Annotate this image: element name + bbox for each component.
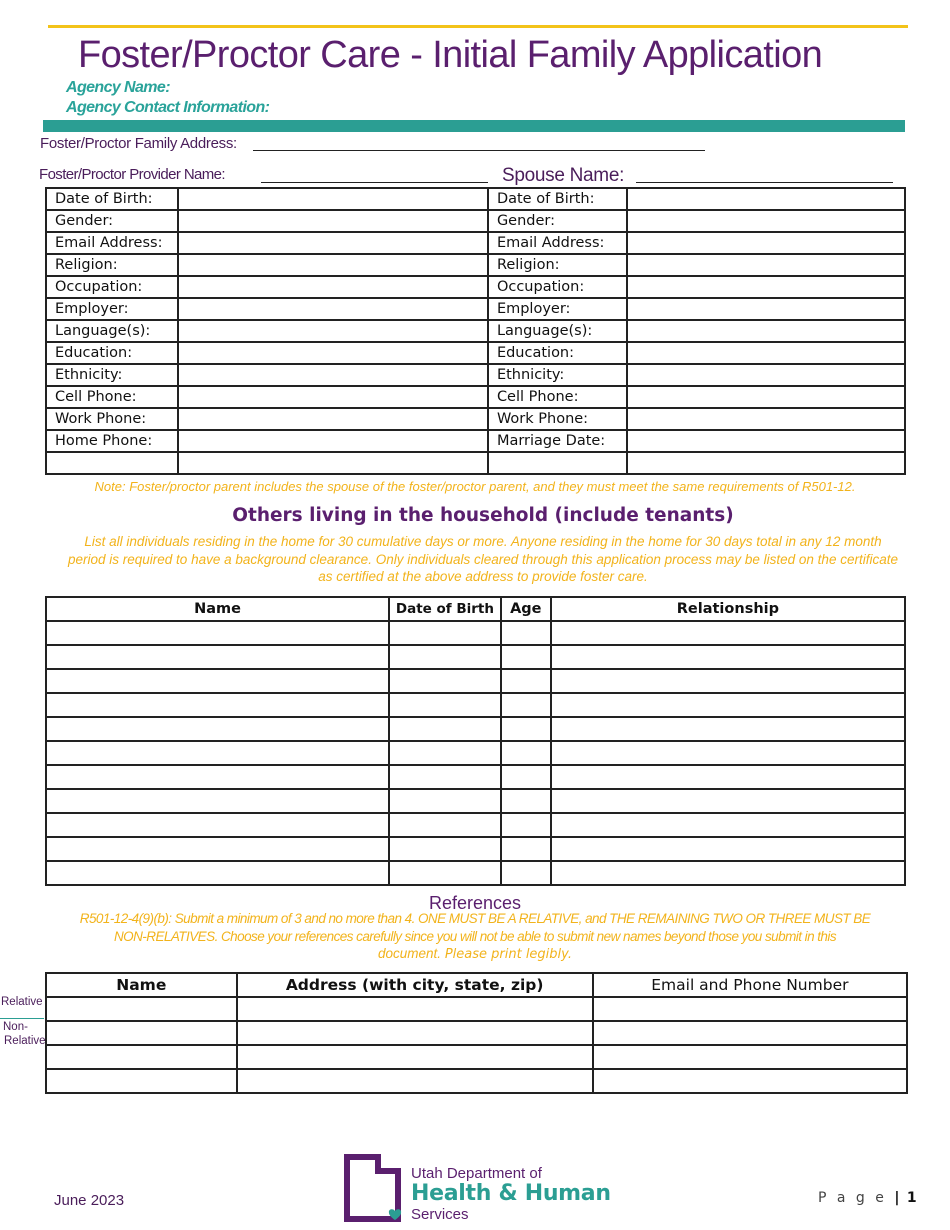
agency-contact-label: Agency Contact Information: xyxy=(66,99,270,116)
household-relationship-cell[interactable] xyxy=(551,837,905,861)
spouse-field-input[interactable] xyxy=(627,342,905,364)
spouse-field-label: Cell Phone: xyxy=(488,386,627,408)
household-dob-cell[interactable] xyxy=(389,669,501,693)
col-age: Age xyxy=(501,597,551,621)
household-age-cell[interactable] xyxy=(501,669,551,693)
spouse-field-input[interactable] xyxy=(627,298,905,320)
references-instructions-1: R501-12-4(9)(b): Submit a minimum of 3 and no more than 4. ONE MUST BE A RELATIVE, and THE REMAINING TWO OR THREE MUST BE xyxy=(79,911,871,926)
household-row xyxy=(46,813,905,837)
provider-field-label: Language(s): xyxy=(46,320,178,342)
provider-field-input[interactable] xyxy=(178,386,488,408)
provider-field-label: Ethnicity: xyxy=(46,364,178,386)
page-title: Foster/Proctor Care - Initial Family Application xyxy=(78,34,823,76)
provider-field-input[interactable] xyxy=(178,364,488,386)
household-instructions-1: List all individuals residing in the home for 30 cumulative days or more. Anyone residing in the home for 30 days total in any 12 month xyxy=(84,534,882,549)
provider-field-label: Gender: xyxy=(46,210,178,232)
reference-address-cell[interactable] xyxy=(237,1045,593,1069)
applicant-info-row xyxy=(46,188,905,210)
applicant-info-row xyxy=(46,452,905,474)
requirements-note: Note: Foster/proctor parent includes the spouse of the foster/proctor parent, and they must meet the same requirements of R501-12. xyxy=(94,479,856,494)
provider-field-input[interactable] xyxy=(178,210,488,232)
page-number: 1 xyxy=(906,1190,917,1206)
household-row xyxy=(46,837,905,861)
household-name-cell[interactable] xyxy=(46,861,389,885)
spouse-field-label: Work Phone: xyxy=(488,408,627,430)
applicant-info-row xyxy=(46,386,905,408)
applicant-info-row xyxy=(46,430,905,452)
reference-contact-cell[interactable] xyxy=(593,1021,907,1045)
reference-contact-cell[interactable] xyxy=(593,997,907,1021)
household-dob-cell[interactable] xyxy=(389,813,501,837)
non-side-label: Non- xyxy=(3,1021,28,1033)
reference-contact-cell[interactable] xyxy=(593,1045,907,1069)
side-divider xyxy=(0,1018,44,1019)
applicant-info-row xyxy=(46,342,905,364)
household-relationship-cell[interactable] xyxy=(551,789,905,813)
footer-date: June 2023 xyxy=(54,1192,125,1209)
household-dob-cell[interactable] xyxy=(389,621,501,645)
col-relationship: Relationship xyxy=(551,597,905,621)
reference-row xyxy=(46,997,907,1021)
applicant-info-row xyxy=(46,408,905,430)
reference-address-cell[interactable] xyxy=(237,997,593,1021)
household-heading: Others living in the household (include tenants) xyxy=(232,505,734,526)
household-dob-cell[interactable] xyxy=(389,693,501,717)
household-row xyxy=(46,621,905,645)
applicant-info-row xyxy=(46,364,905,386)
family-address-label: Foster/Proctor Family Address: xyxy=(40,135,237,152)
family-address-field[interactable] xyxy=(253,150,705,151)
spouse-field-input[interactable] xyxy=(627,408,905,430)
provider-field-label: Date of Birth: xyxy=(46,188,178,210)
spouse-field-input[interactable] xyxy=(627,210,905,232)
provider-field-input[interactable] xyxy=(178,188,488,210)
household-age-cell[interactable] xyxy=(501,693,551,717)
provider-field-label: Cell Phone: xyxy=(46,386,178,408)
household-age-cell[interactable] xyxy=(501,789,551,813)
household-name-cell[interactable] xyxy=(46,789,389,813)
col-name: Name xyxy=(46,597,389,621)
spouse-field-label: Occupation: xyxy=(488,276,627,298)
household-instructions-3: as certified at the above address to provide foster care. xyxy=(318,569,648,584)
spouse-field-input[interactable] xyxy=(627,430,905,452)
household-row xyxy=(46,693,905,717)
household-relationship-cell[interactable] xyxy=(551,861,905,885)
spouse-field-label: Employer: xyxy=(488,298,627,320)
ref-col-address: Address (with city, state, zip) xyxy=(237,973,593,997)
provider-field-label: Education: xyxy=(46,342,178,364)
reference-name-cell[interactable] xyxy=(46,1021,237,1045)
reference-row xyxy=(46,1021,907,1045)
provider-field-label xyxy=(46,452,178,474)
household-age-cell[interactable] xyxy=(501,837,551,861)
provider-field-label: Work Phone: xyxy=(46,408,178,430)
household-row xyxy=(46,669,905,693)
household-name-cell[interactable] xyxy=(46,693,389,717)
spouse-field-input[interactable] xyxy=(627,254,905,276)
provider-name-label: Foster/Proctor Provider Name: xyxy=(39,166,225,183)
household-age-cell[interactable] xyxy=(501,645,551,669)
household-age-cell[interactable] xyxy=(501,765,551,789)
spouse-field-label: Language(s): xyxy=(488,320,627,342)
reference-name-cell[interactable] xyxy=(46,1069,237,1093)
spouse-field-input[interactable] xyxy=(627,386,905,408)
household-age-cell[interactable] xyxy=(501,861,551,885)
spouse-field-input[interactable] xyxy=(627,276,905,298)
provider-name-field[interactable] xyxy=(261,182,488,183)
household-dob-cell[interactable] xyxy=(389,789,501,813)
applicant-info-row xyxy=(46,254,905,276)
household-row xyxy=(46,645,905,669)
household-dob-cell[interactable] xyxy=(389,837,501,861)
reference-address-cell[interactable] xyxy=(237,1069,593,1093)
household-relationship-cell[interactable] xyxy=(551,741,905,765)
spouse-name-field[interactable] xyxy=(636,182,893,183)
ref-col-contact: Email and Phone Number xyxy=(593,973,907,997)
col-dob: Date of Birth xyxy=(389,597,501,621)
household-dob-cell[interactable] xyxy=(389,645,501,669)
provider-field-label: Home Phone: xyxy=(46,430,178,452)
applicant-info-row xyxy=(46,276,905,298)
household-name-cell[interactable] xyxy=(46,621,389,645)
applicant-info-table xyxy=(45,187,906,475)
household-dob-cell[interactable] xyxy=(389,765,501,789)
provider-field-input[interactable] xyxy=(178,232,488,254)
household-instructions-2: period is required to have a background clearance. Only individuals cleared through this application process may be listed on the certificate xyxy=(68,552,898,567)
spouse-field-label: Gender: xyxy=(488,210,627,232)
ref-col-name: Name xyxy=(46,973,237,997)
household-name-cell[interactable] xyxy=(46,717,389,741)
household-name-cell[interactable] xyxy=(46,765,389,789)
logo-line-2: Health & Human xyxy=(411,1181,611,1206)
non-relative-side-label: Relative xyxy=(4,1035,46,1047)
household-relationship-cell[interactable] xyxy=(551,621,905,645)
spouse-field-input[interactable] xyxy=(627,320,905,342)
household-name-cell[interactable] xyxy=(46,837,389,861)
household-row xyxy=(46,741,905,765)
household-age-cell[interactable] xyxy=(501,717,551,741)
provider-field-label: Email Address: xyxy=(46,232,178,254)
provider-field-label: Employer: xyxy=(46,298,178,320)
spouse-field-label xyxy=(488,452,627,474)
household-dob-cell[interactable] xyxy=(389,717,501,741)
household-age-cell[interactable] xyxy=(501,741,551,765)
reference-row xyxy=(46,1045,907,1069)
utah-dhhs-logo xyxy=(344,1153,624,1223)
household-relationship-cell[interactable] xyxy=(551,693,905,717)
household-row xyxy=(46,765,905,789)
spouse-field-label: Date of Birth: xyxy=(488,188,627,210)
applicant-info-row xyxy=(46,232,905,254)
page-indicator xyxy=(818,1190,917,1206)
reference-name-cell[interactable] xyxy=(46,997,237,1021)
household-name-cell[interactable] xyxy=(46,669,389,693)
provider-field-input[interactable] xyxy=(178,452,488,474)
household-relationship-cell[interactable] xyxy=(551,717,905,741)
reference-contact-cell[interactable] xyxy=(593,1069,907,1093)
logo-line-1: Utah Department of xyxy=(411,1165,542,1182)
provider-field-input[interactable] xyxy=(178,276,488,298)
print-legibly-note: Please print legibly. xyxy=(444,947,572,962)
household-age-cell[interactable] xyxy=(501,813,551,837)
household-age-cell[interactable] xyxy=(501,621,551,645)
household-dob-cell[interactable] xyxy=(389,741,501,765)
household-row xyxy=(46,717,905,741)
household-name-cell[interactable] xyxy=(46,645,389,669)
applicant-info-row xyxy=(46,298,905,320)
spouse-name-label: Spouse Name: xyxy=(502,165,625,186)
reference-row xyxy=(46,1069,907,1093)
reference-address-cell[interactable] xyxy=(237,1021,593,1045)
spouse-field-input[interactable] xyxy=(627,364,905,386)
provider-field-input[interactable] xyxy=(178,430,488,452)
spouse-field-input[interactable] xyxy=(627,232,905,254)
spouse-field-label: Education: xyxy=(488,342,627,364)
household-name-cell[interactable] xyxy=(46,741,389,765)
applicant-info-row xyxy=(46,210,905,232)
references-table xyxy=(45,972,908,1094)
agency-name-label: Agency Name: xyxy=(66,79,170,96)
provider-field-label: Religion: xyxy=(46,254,178,276)
spouse-field-input[interactable] xyxy=(627,452,905,474)
provider-field-label: Occupation: xyxy=(46,276,178,298)
household-relationship-cell[interactable] xyxy=(551,645,905,669)
household-name-cell[interactable] xyxy=(46,813,389,837)
references-instructions-2: NON-RELATIVES. Choose your references carefully since you will not be able to submit new names beyond those you submit in this xyxy=(113,929,837,944)
provider-field-input[interactable] xyxy=(178,408,488,430)
top-rule xyxy=(48,25,908,28)
household-row xyxy=(46,789,905,813)
household-relationship-cell[interactable] xyxy=(551,669,905,693)
references-heading: References xyxy=(428,893,522,913)
provider-field-input[interactable] xyxy=(178,254,488,276)
spouse-field-label: Email Address: xyxy=(488,232,627,254)
page-separator: | xyxy=(894,1190,900,1206)
reference-name-cell[interactable] xyxy=(46,1045,237,1069)
spouse-field-label: Marriage Date: xyxy=(488,430,627,452)
provider-field-input[interactable] xyxy=(178,342,488,364)
provider-field-input[interactable] xyxy=(178,298,488,320)
spouse-field-input[interactable] xyxy=(627,188,905,210)
household-relationship-cell[interactable] xyxy=(551,765,905,789)
page-label: P a g e xyxy=(818,1190,887,1206)
relative-side-label: Relative xyxy=(1,996,43,1008)
header-divider xyxy=(43,120,905,132)
provider-field-input[interactable] xyxy=(178,320,488,342)
utah-state-icon xyxy=(344,1153,402,1223)
household-dob-cell[interactable] xyxy=(389,861,501,885)
logo-line-3: Services xyxy=(411,1206,469,1223)
spouse-field-label: Ethnicity: xyxy=(488,364,627,386)
applicant-info-row xyxy=(46,320,905,342)
spouse-field-label: Religion: xyxy=(488,254,627,276)
household-table xyxy=(45,596,906,886)
household-relationship-cell[interactable] xyxy=(551,813,905,837)
references-instructions-3: document. Please print legibly. xyxy=(378,946,572,962)
household-row xyxy=(46,861,905,885)
